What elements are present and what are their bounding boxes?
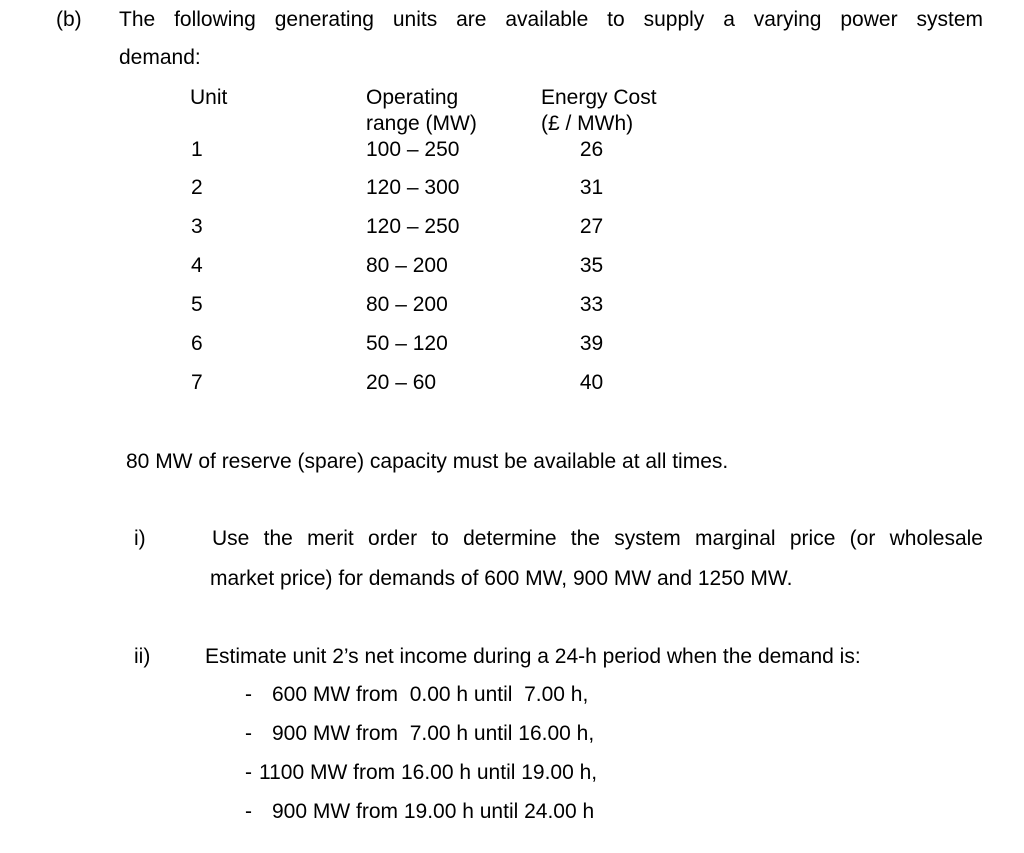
- range-cell: 80 – 200: [366, 254, 448, 277]
- list-item-text: 1100 MW from 16.00 h until 19.00 h,: [259, 761, 598, 784]
- unit-cell: 7: [191, 371, 203, 394]
- header-range-line-1: Operating: [366, 86, 459, 109]
- question-i-label: i): [134, 527, 146, 550]
- range-cell: 100 – 250: [366, 138, 460, 161]
- cost-cell: 33: [579, 293, 604, 316]
- unit-cell: 3: [191, 215, 203, 238]
- unit-cell: 4: [191, 254, 203, 277]
- header-range-line-2: range (MW): [366, 112, 477, 135]
- list-dash: -: [245, 722, 252, 745]
- unit-cell: 1: [191, 138, 203, 161]
- list-item-text: 900 MW from 19.00 h until 24.00 h: [272, 800, 595, 823]
- intro-line-2: demand:: [119, 46, 201, 69]
- part-label: (b): [56, 8, 82, 31]
- unit-cell: 6: [191, 332, 203, 355]
- list-dash: -: [245, 800, 252, 823]
- list-dash: -: [245, 761, 252, 784]
- unit-cell: 2: [191, 176, 203, 199]
- range-cell: 20 – 60: [366, 371, 437, 394]
- intro-line-1: The following generating units are available to supply a varying power system: [119, 8, 983, 31]
- cost-cell: 31: [579, 176, 604, 199]
- reserve-note: 80 MW of reserve (spare) capacity must be available at all times.: [126, 450, 729, 473]
- list-dash: -: [245, 683, 252, 706]
- cost-cell: 39: [579, 332, 604, 355]
- list-item-text: 600 MW from 0.00 h until 7.00 h,: [272, 683, 589, 706]
- cost-cell: 40: [579, 371, 604, 394]
- list-item-text: 900 MW from 7.00 h until 16.00 h,: [272, 722, 595, 745]
- header-cost-line-1: Energy Cost: [541, 86, 657, 109]
- unit-cell: 5: [191, 293, 203, 316]
- header-unit: Unit: [190, 86, 228, 109]
- range-cell: 120 – 300: [366, 176, 460, 199]
- question-i-line-2: market price) for demands of 600 MW, 900 MW and 1250 MW.: [210, 567, 793, 590]
- cost-cell: 27: [579, 215, 604, 238]
- cost-cell: 26: [579, 138, 604, 161]
- header-cost-line-2: (£ / MWh): [541, 112, 634, 135]
- range-cell: 80 – 200: [366, 293, 448, 316]
- question-i-line-1: Use the merit order to determine the system marginal price (or wholesale: [212, 527, 983, 550]
- range-cell: 120 – 250: [366, 215, 460, 238]
- question-ii-label: ii): [134, 645, 151, 668]
- cost-cell: 35: [579, 254, 604, 277]
- question-ii-intro: Estimate unit 2’s net income during a 24-h period when the demand is:: [205, 645, 861, 668]
- range-cell: 50 – 120: [366, 332, 448, 355]
